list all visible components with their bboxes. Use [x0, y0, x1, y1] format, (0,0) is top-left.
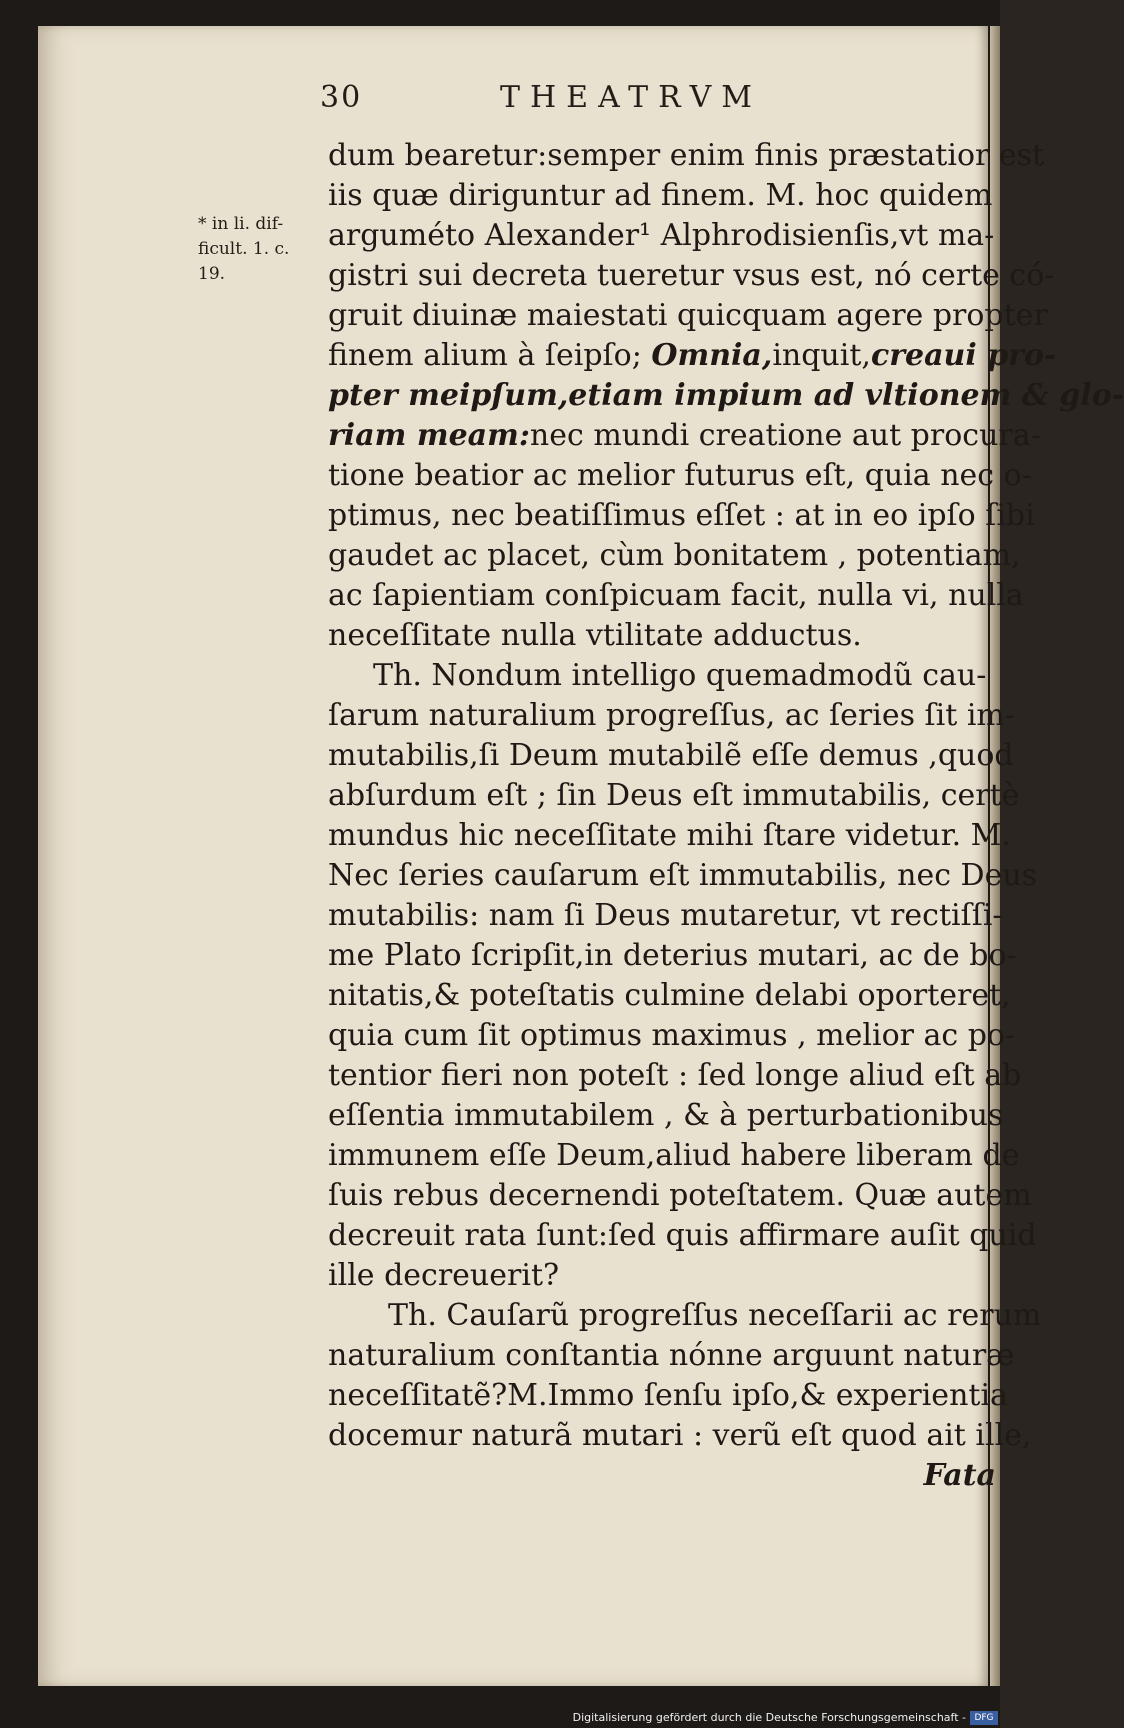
- text-line: ſuis rebus decernendi poteſtatem. Quæ autem: [328, 1178, 1032, 1213]
- text-line: ſarum naturalium progreſſus, ac ſeries ſit im-: [328, 698, 1016, 733]
- text-line: Th. Nondum intelligo quemadmodũ cau-: [373, 658, 987, 693]
- text-line: decreuit rata ſunt:ſed quis affirmare auſit quid: [328, 1218, 1037, 1253]
- text-line-mixed: [328, 416, 1041, 456]
- text-line: eſſentia immutabilem , & à perturbationibus: [328, 1098, 1004, 1133]
- text-line: docemur naturã mutari : verũ eſt quod ait ille,: [328, 1418, 1032, 1453]
- italic-quote: riam meam:: [328, 418, 530, 453]
- text-line: me Plato ſcripſit,in deterius mutari, ac de bo-: [328, 938, 1017, 973]
- dfg-logo: DFG: [970, 1711, 998, 1725]
- text-line: quia cum ſit optimus maximus , melior ac po-: [328, 1018, 1016, 1053]
- margin-note: [198, 212, 318, 287]
- text-line: ac ſapientiam conſpicuam facit, nulla vi, nulla: [328, 578, 1024, 613]
- italic-quote: Omnia,: [651, 338, 773, 373]
- running-title: THEATRVM: [500, 80, 763, 115]
- text-line-part: nec mundi creatione aut procura-: [529, 418, 1041, 453]
- text-line: nitatis,& poteſtatis culmine delabi oporteret,: [328, 978, 1011, 1013]
- margin-note-line: * in li. dif-: [198, 214, 284, 234]
- text-line: arguméto Alexander¹ Alphrodisienſis,vt ma-: [328, 218, 995, 253]
- text-line-part: inquit,: [772, 338, 871, 373]
- text-line: gaudet ac placet, cùm bonitatem , potentiam,: [328, 538, 1021, 573]
- italic-quote-line: pter meipſum,etiam impium ad vltionem & glo-: [328, 378, 1124, 413]
- text-line: naturalium conſtantia nónne arguunt naturæ: [328, 1338, 1015, 1373]
- text-line: abſurdum eſt ; ſin Deus eſt immutabilis, certè: [328, 778, 1020, 813]
- text-line: dum bearetur:semper enim finis præstatior est: [328, 138, 1045, 173]
- text-line: neceſſitatẽ?M.Immo ſenſu ipſo,& experientia: [328, 1378, 1008, 1413]
- text-line-mixed: [328, 336, 1057, 376]
- page-number: 30: [320, 80, 363, 115]
- margin-note-line: ficult. 1. c.: [198, 239, 290, 259]
- text-line: iis quæ diriguntur ad finem. M. hoc quidem: [328, 178, 993, 213]
- text-line: neceſſitate nulla vtilitate adductus.: [328, 618, 862, 653]
- italic-quote: creaui pro-: [870, 338, 1057, 373]
- footer-bar: [0, 1708, 1000, 1728]
- text-line: mutabilis,ſi Deum mutabilẽ eſſe demus ,quod: [328, 738, 1014, 773]
- text-line: gruit diuinæ maiestati quicquam agere propter: [328, 298, 1048, 333]
- text-line: ille decreuerit?: [328, 1258, 560, 1293]
- text-line: ptimus, nec beatiſſimus eſſet : at in eo ipſo ſibi: [328, 498, 1035, 533]
- text-line: gistri sui decreta tueretur vsus est, nó certe có-: [328, 258, 1055, 293]
- text-line: tione beatior ac melior futurus eſt, quia nec o-: [328, 458, 1032, 493]
- text-line: tentior fieri non poteſt : ſed longe aliud eſt ab: [328, 1058, 1022, 1093]
- text-line: Th. Cauſarũ progreſſus neceſſarii ac rerum: [388, 1298, 1042, 1333]
- text-line: mutabilis: nam ſi Deus mutaretur, vt rectiſſi-: [328, 898, 1003, 933]
- text-line-part: finem alium à ſeipſo;: [328, 338, 652, 373]
- catchword: Fata: [923, 1458, 996, 1493]
- text-line: Nec ſeries cauſarum eſt immutabilis, nec Deus: [328, 858, 1038, 893]
- text-line: mundus hic neceſſitate mihi ſtare videtur. M.: [328, 818, 1011, 853]
- margin-note-line: 19.: [198, 264, 226, 284]
- funding-credit: Digitalisierung gefördert durch die Deutsche Forschungsgemeinschaft -: [572, 1711, 966, 1724]
- text-line: immunem eſſe Deum,aliud habere liberam de: [328, 1138, 1020, 1173]
- body-text: [328, 136, 1124, 1496]
